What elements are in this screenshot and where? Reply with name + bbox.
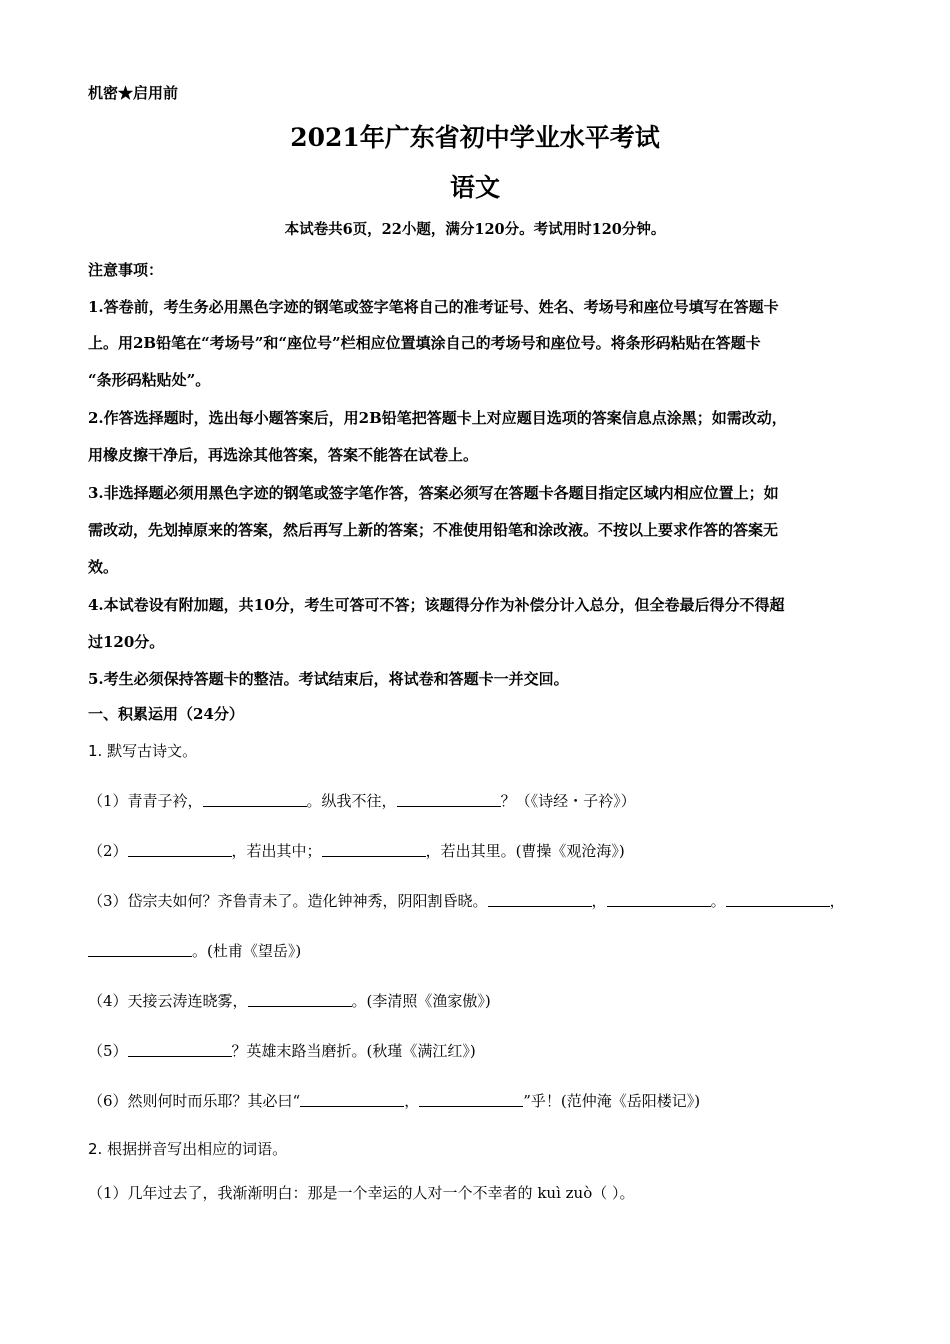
item-text: （4）天接云涛连晓雾， — [88, 992, 248, 1010]
answer-blank[interactable] — [203, 805, 307, 807]
answer-blank[interactable] — [419, 1105, 523, 1107]
item-text: 。 — [710, 892, 726, 910]
item-text: ， — [404, 1092, 420, 1110]
question-text: 根据拼音写出相应的词语。 — [107, 1140, 288, 1158]
question-2 — [88, 1138, 287, 1159]
item-text: 。(李清照《渔家傲》) — [351, 992, 491, 1010]
question-1-item-1 — [88, 790, 636, 811]
notice-line: 过120分。 — [88, 633, 165, 651]
subject-title: 语文 — [449, 173, 500, 202]
section-heading: 一、积累运用（24分） — [88, 705, 244, 723]
question-1-item-5 — [88, 1040, 476, 1061]
page-title: 2021年广东省初中学业水平考试 — [290, 123, 660, 152]
item-text: ，若出其里。(曹操《观沧海》) — [425, 842, 625, 860]
item-text: ”乎！(范仲淹《岳阳楼记》) — [523, 1092, 701, 1110]
notice-line: 用橡皮擦干净后，再选涂其他答案，答案不能答在试卷上。 — [88, 446, 479, 464]
question-1-item-3 — [88, 890, 845, 911]
notice-line: 5.考生必须保持答题卡的整洁。考试结束后，将试卷和答题卡一并交回。 — [88, 670, 569, 688]
answer-blank[interactable] — [128, 1055, 232, 1057]
answer-blank[interactable] — [88, 955, 192, 957]
notice-line: 上。用2B铅笔在“考场号”和“座位号”栏相应位置填涂自己的考场号和座位号。将条形码粘贴在答题卡 — [88, 334, 761, 352]
item-text: （5） — [88, 1042, 128, 1060]
question-1-item-3-cont — [88, 940, 301, 961]
answer-blank[interactable] — [128, 855, 232, 857]
question-number: 1. — [88, 742, 103, 760]
item-text: ？（《诗经・子衿》） — [500, 792, 636, 810]
item-text: （6）然则何时而乐耶？其必曰“ — [88, 1092, 301, 1110]
notice-line: 4.本试卷设有附加题，共10分，考生可答可不答；该题得分作为补偿分计入总分，但全卷最后得分不得超 — [88, 596, 785, 614]
item-text: （3）岱宗夫如何？齐鲁青未了。造化钟神秀，阴阳割昏晓。 — [88, 892, 488, 910]
answer-blank[interactable] — [248, 1005, 352, 1007]
question-1 — [88, 740, 197, 761]
notice-line: 需改动，先划掉原来的答案，然后再写上新的答案；不准使用铅笔和涂改液。不按以上要求作答的答案无 — [88, 521, 779, 539]
answer-blank[interactable] — [488, 905, 592, 907]
item-text: ， — [829, 892, 845, 910]
question-1-item-4 — [88, 990, 491, 1011]
question-number: 2. — [88, 1140, 103, 1158]
notice-line: 1.答卷前，考生务必用黑色字迹的钢笔或签字笔将自己的准考证号、姓名、考场号和座位号填写在答题卡 — [88, 298, 779, 316]
question-1-item-6 — [88, 1090, 700, 1111]
notice-line: “条形码粘贴处”。 — [88, 371, 211, 389]
item-text: （2） — [88, 842, 128, 860]
exam-info: 本试卷共6页，22小题，满分120分。考试用时120分钟。 — [284, 221, 666, 238]
notice-line: 3.非选择题必须用黑色字迹的钢笔或签字笔作答，答案必须写在答题卡各题目指定区域内相应位置上；如 — [88, 484, 779, 502]
item-text: 。纵我不往， — [306, 792, 397, 810]
notice-line: 2.作答选择题时，选出每小题答案后，用2B铅笔把答题卡上对应题目选项的答案信息点涂黑；如需改动， — [88, 409, 787, 427]
item-text: ？英雄末路当磨折。(秋瑾《满江红》) — [231, 1042, 476, 1060]
item-text: ， — [591, 892, 607, 910]
confidential-label: 机密★启用前 — [88, 84, 179, 102]
item-text: 。(杜甫《望岳》) — [192, 942, 302, 960]
notice-heading: 注意事项： — [88, 261, 164, 279]
question-2-item-1: （1）几年过去了，我渐渐明白：那是一个幸运的人对一个不幸者的 kuì zuò（ ）。 — [88, 1184, 635, 1202]
answer-blank[interactable] — [607, 905, 711, 907]
answer-blank[interactable] — [726, 905, 830, 907]
question-text: 默写古诗文。 — [107, 742, 198, 760]
notice-line: 效。 — [88, 558, 119, 576]
answer-blank[interactable] — [397, 805, 501, 807]
answer-blank[interactable] — [322, 855, 426, 857]
item-text: ，若出其中； — [231, 842, 322, 860]
answer-blank[interactable] — [300, 1105, 404, 1107]
question-1-item-2 — [88, 840, 625, 861]
item-text: （1）青青子衿， — [88, 792, 203, 810]
